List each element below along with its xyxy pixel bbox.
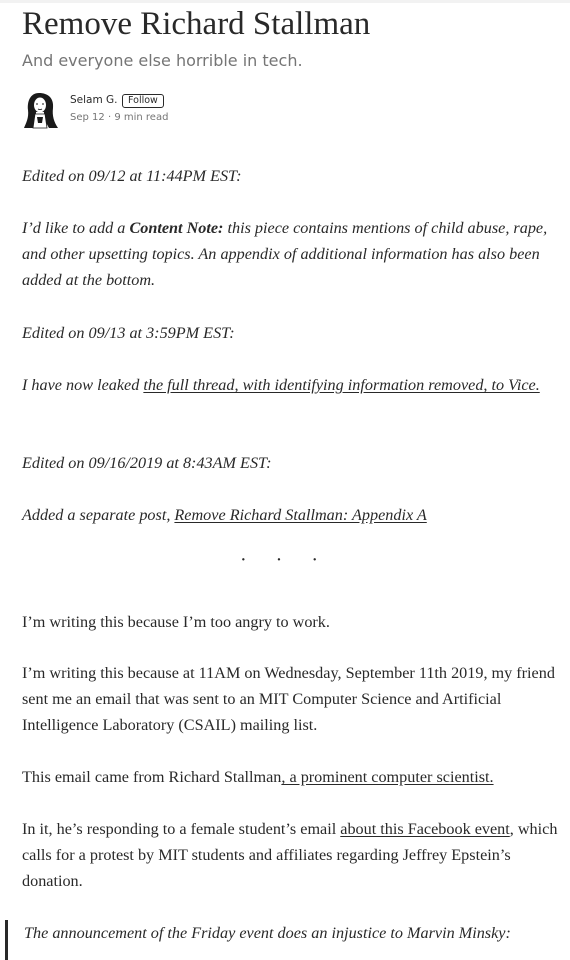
article-subtitle: And everyone else horrible in tech. — [22, 51, 303, 70]
follow-button[interactable]: Follow — [122, 94, 164, 108]
body-paragraph-1: I’m writing this because I’m too angry to work. — [22, 613, 330, 631]
author-avatar[interactable] — [22, 90, 60, 130]
p3-text: This email came from Richard Stallman — [22, 768, 282, 786]
p4-text: In it, he’s responding to a female student’s email — [22, 820, 341, 838]
body-paragraph-2: I’m writing this because at 11AM on Wednesday, September 11th 2019, my friend sent me an email that was sent to an MIT Computer Science and Artificial Intelligence Laboratory (CSAIL) mailing list. — [22, 664, 555, 735]
author-name[interactable]: Selam G. — [70, 94, 118, 106]
content-note — [22, 215, 562, 294]
blockquote: The announcement of the Friday event does an injustice to Marvin Minsky: — [24, 924, 511, 942]
body-paragraph-3 — [22, 764, 562, 790]
article-title: Remove Richard Stallman — [22, 6, 371, 42]
top-bar — [0, 0, 570, 3]
p4-rest: , which calls for a protest by MIT students and affiliates regarding Jeffrey Epstein’s donation. — [22, 820, 558, 891]
appendix-note — [22, 502, 562, 528]
meta-dot: · — [107, 112, 112, 123]
vice-thread-link[interactable]: the full thread, with identifying information removed, to Vice. — [143, 376, 540, 394]
read-time: 9 min read — [114, 112, 169, 123]
post-meta — [70, 112, 168, 123]
leak-prefix: I have now leaked — [22, 376, 144, 394]
appendix-link[interactable]: Remove Richard Stallman: Appendix A — [174, 506, 427, 524]
content-note-label: Content Note: — [129, 219, 224, 237]
leak-note — [22, 372, 562, 398]
byline — [22, 90, 322, 132]
post-date: Sep 12 — [70, 112, 105, 123]
computer-scientist-link[interactable]: , a prominent computer scientist. — [281, 768, 494, 786]
body-paragraph-4 — [22, 816, 562, 895]
edit-note-2: Edited on 09/13 at 3:59PM EST: — [22, 324, 235, 342]
edit-note-3: Edited on 09/16/2019 at 8:43AM EST: — [22, 454, 272, 472]
facebook-event-link[interactable]: about this Facebook event — [340, 820, 510, 838]
blockquote-bar — [5, 920, 8, 960]
section-separator: · · · — [240, 549, 330, 571]
appendix-prefix: Added a separate post, — [22, 506, 175, 524]
content-note-text: this piece contains mentions of child abuse, rape, and other upsetting topics. An appendix of additional information has also been added at the bottom. — [22, 219, 548, 290]
edit-note-1: Edited on 09/12 at 11:44PM EST: — [22, 167, 242, 185]
content-note-prefix: I’d like to add a — [22, 219, 130, 237]
